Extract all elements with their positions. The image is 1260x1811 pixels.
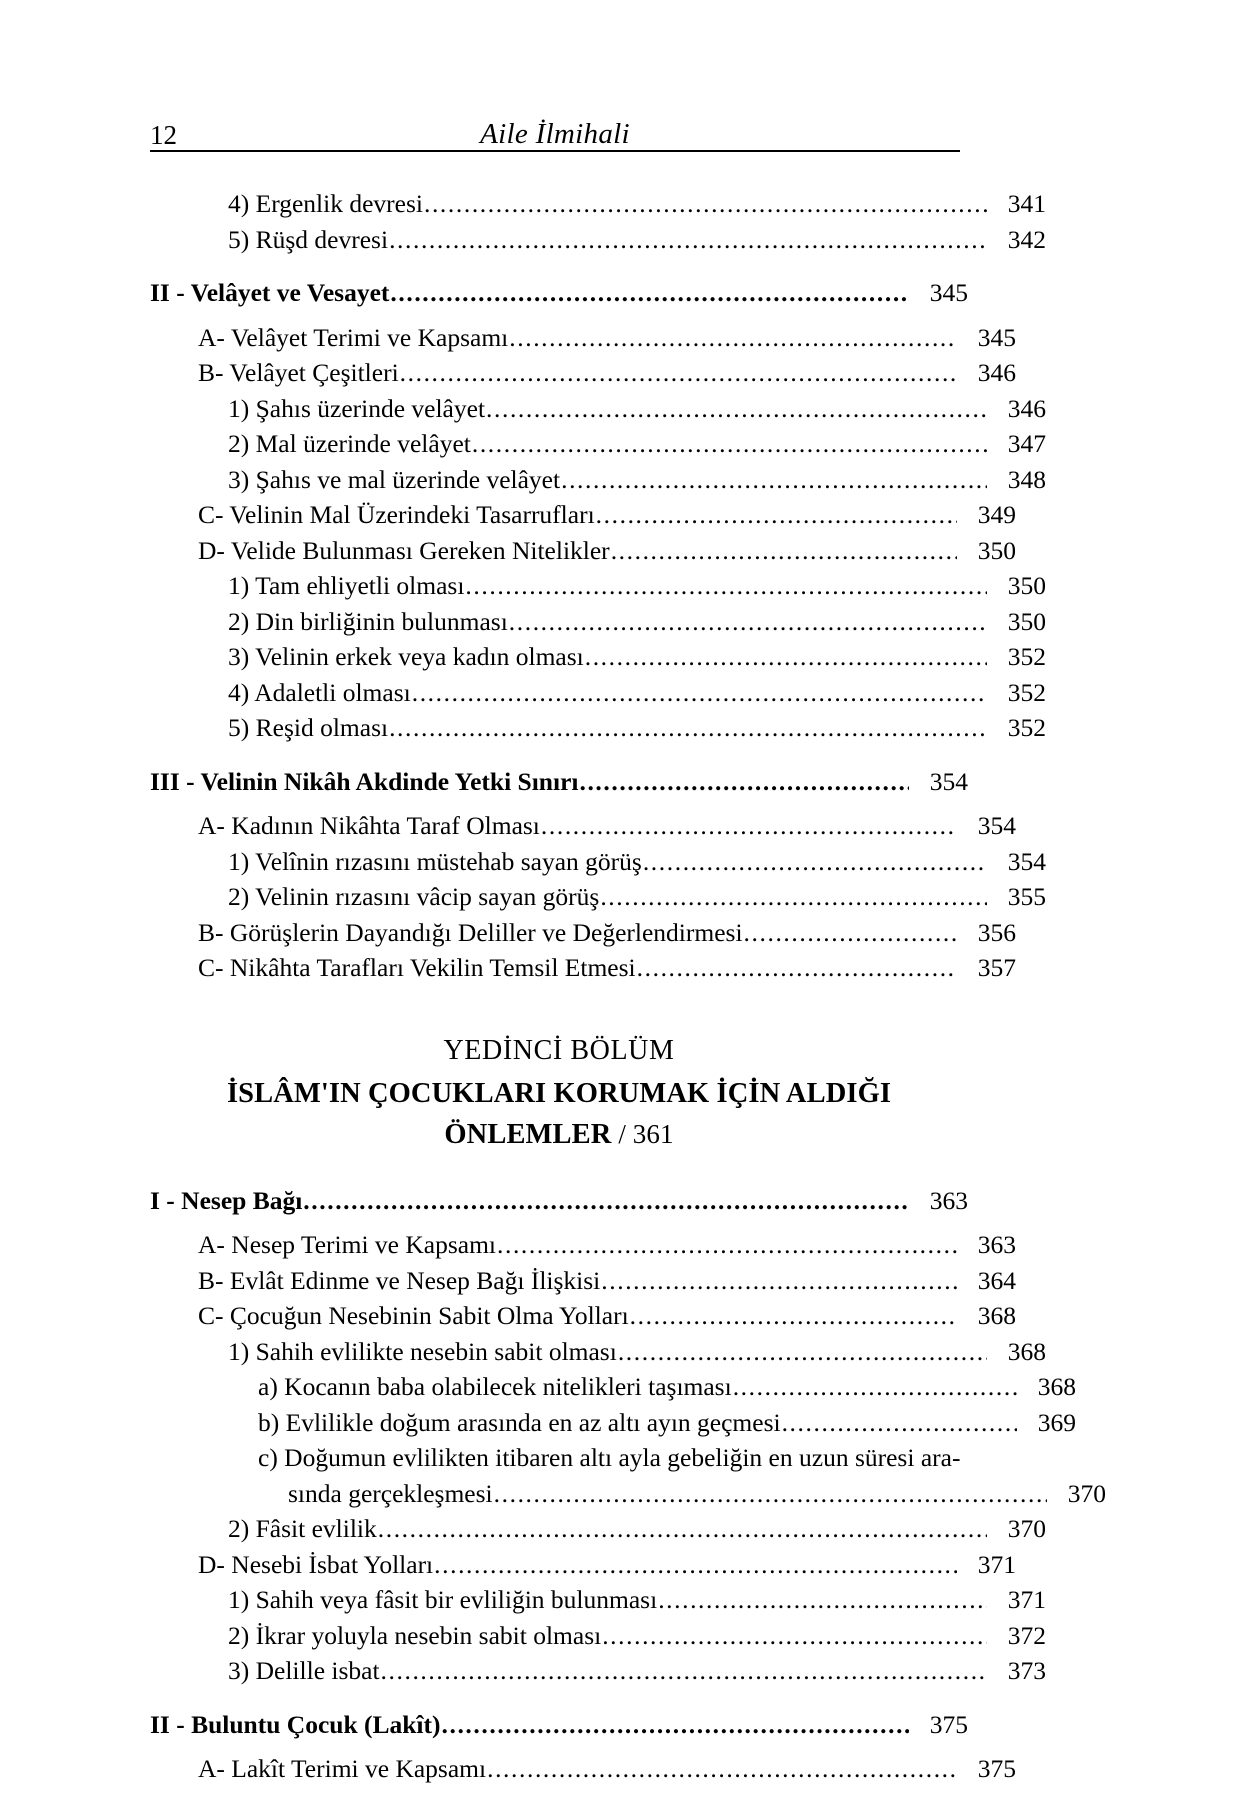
toc-entry-page: 370 xyxy=(1067,1478,1106,1508)
toc-entry[interactable] xyxy=(150,426,1046,462)
toc-entry-label: 2) Mal üzerinde velâyet xyxy=(228,429,471,458)
toc-entry-label: 2) Velinin rızasını vâcip sayan görüş xyxy=(228,882,600,911)
toc-entry[interactable] xyxy=(150,355,1016,391)
table-of-contents xyxy=(150,186,1106,1787)
toc-entry[interactable] xyxy=(150,604,1046,640)
toc-entry[interactable] xyxy=(150,950,1016,986)
toc-dot-leader xyxy=(378,1511,987,1547)
toc-entry[interactable] xyxy=(150,1476,1106,1512)
toc-entry-label: 1) Sahih veya fâsit bir evliliğin bulunması xyxy=(228,1585,658,1614)
toc-entry-label: 1) Tam ehliyetli olması xyxy=(228,571,465,600)
toc-entry-page: 368 xyxy=(977,1301,1016,1330)
page-folio: 12 xyxy=(150,120,177,150)
toc-entry-page: 368 xyxy=(1037,1372,1076,1401)
toc-entry[interactable] xyxy=(150,391,1046,427)
toc-entry[interactable] xyxy=(150,1618,1046,1654)
toc-entry-label: B- Evlât Edinme ve Nesep Bağı İlişkisi xyxy=(198,1265,601,1295)
toc-entry-label: II - Velâyet ve Vesayet xyxy=(150,278,390,307)
toc-entry[interactable] xyxy=(150,533,1016,569)
toc-entry[interactable] xyxy=(150,1547,1016,1583)
toc-entry-label: b) Evlilikle doğum arasında en az altı ayın geçmesi xyxy=(258,1407,781,1437)
toc-entry[interactable] xyxy=(150,675,1046,711)
toc-dot-leader xyxy=(412,675,987,711)
toc-entry-label: A- Velâyet Terimi ve Kapsamı xyxy=(198,322,509,352)
toc-entry-label: 5) Rüşd devresi xyxy=(228,224,389,254)
toc-dot-leader xyxy=(630,1298,957,1334)
toc-entry-label: III - Velinin Nikâh Akdinde Yetki Sınırı xyxy=(150,766,579,796)
toc-entry[interactable] xyxy=(150,1440,1076,1476)
toc-entry-label: C- Çocuğun Nesebinin Sabit Olma Yolları xyxy=(198,1301,629,1330)
toc-entry[interactable] xyxy=(150,844,1046,880)
toc-entry[interactable] xyxy=(150,1405,1076,1441)
toc-entry-page: 348 xyxy=(1007,464,1046,494)
chapter-title-text: İSLÂM'IN ÇOCUKLARI KORUMAK İÇİN ALDIĞI ÖNLEMLER xyxy=(226,1077,892,1150)
toc-entry-label: A- Lakît Terimi ve Kapsamı xyxy=(198,1754,487,1783)
toc-entry[interactable] xyxy=(150,1263,1016,1299)
toc-entry-page: 352 xyxy=(1007,677,1046,707)
toc-dot-leader xyxy=(744,915,957,951)
toc-dot-leader xyxy=(579,764,909,800)
toc-dot-leader xyxy=(585,639,987,675)
toc-entry-page: 375 xyxy=(977,1754,1016,1783)
toc-entry-label: 1) Velînin rızasını müstehab sayan görüş xyxy=(228,846,642,876)
toc-entry[interactable] xyxy=(150,710,1046,746)
toc-entry-page: 347 xyxy=(1007,429,1046,458)
toc-entry-label: c) Doğumun evlilikten itibaren altı ayla gebeliğin en uzun süresi ara- xyxy=(258,1443,961,1472)
toc-entry-label: 3) Velinin erkek veya kadın olması xyxy=(228,642,584,671)
header-rule xyxy=(150,150,960,152)
toc-entry-label: C- Velinin Mal Üzerindeki Tasarrufları xyxy=(198,500,595,529)
toc-entry[interactable] xyxy=(150,1582,1046,1618)
toc-dot-leader xyxy=(600,879,987,915)
toc-entry-page: 355 xyxy=(1007,882,1046,911)
toc-entry-page: 350 xyxy=(1007,571,1046,600)
toc-entry-page: 356 xyxy=(977,917,1016,947)
toc-entry[interactable] xyxy=(150,808,1016,844)
toc-entry-page: 350 xyxy=(1007,606,1046,636)
toc-dot-leader xyxy=(434,1547,957,1583)
toc-dot-leader xyxy=(643,844,987,880)
toc-dot-leader xyxy=(390,275,909,311)
toc-section-bottom xyxy=(150,1183,1106,1787)
toc-dot-leader xyxy=(494,1476,1047,1512)
toc-entry-page: 373 xyxy=(1007,1656,1046,1685)
toc-dot-leader xyxy=(541,808,957,844)
toc-entry-page: 354 xyxy=(1007,846,1046,876)
toc-dot-leader xyxy=(424,186,987,222)
toc-entry-page: 368 xyxy=(1007,1336,1046,1366)
toc-entry-label: 2) Fâsit evlilik xyxy=(228,1514,377,1543)
toc-dot-leader xyxy=(658,1582,987,1618)
toc-entry[interactable] xyxy=(150,1298,1016,1334)
toc-dot-leader xyxy=(509,320,957,356)
toc-entry-page: 352 xyxy=(1007,713,1046,742)
toc-entry-page: 363 xyxy=(929,1185,968,1215)
toc-entry-label: B- Görüşlerin Dayandığı Deliller ve Değerlendirmesi xyxy=(198,917,743,947)
toc-entry-label: 4) Adaletli olması xyxy=(228,677,411,707)
book-title: Aile İlmihali xyxy=(480,118,630,150)
toc-dot-leader xyxy=(602,1618,987,1654)
toc-entry[interactable] xyxy=(150,1511,1046,1547)
toc-entry[interactable] xyxy=(150,186,1046,222)
toc-entry-label: D- Nesebi İsbat Yolları xyxy=(198,1549,434,1579)
chapter-start-page: 361 xyxy=(632,1118,674,1149)
toc-entry[interactable] xyxy=(150,915,1016,951)
toc-entry-label: 2) İkrar yoluyla nesebin sabit olması xyxy=(228,1620,602,1650)
toc-entry[interactable] xyxy=(150,462,1046,498)
toc-dot-leader xyxy=(472,426,987,462)
toc-entry-label: A- Nesep Terimi ve Kapsamı xyxy=(198,1230,496,1259)
toc-section-top xyxy=(150,186,1046,986)
toc-dot-leader xyxy=(637,950,957,986)
toc-entry-page: 345 xyxy=(929,278,968,307)
toc-entry[interactable] xyxy=(150,275,968,311)
toc-entry[interactable] xyxy=(150,1751,1016,1787)
toc-entry[interactable] xyxy=(150,1369,1076,1405)
toc-entry-page: 363 xyxy=(977,1230,1016,1259)
toc-entry-page: 369 xyxy=(1037,1407,1076,1437)
toc-entry[interactable] xyxy=(150,1183,968,1219)
toc-entry-page: 346 xyxy=(977,358,1016,387)
toc-dot-leader xyxy=(611,533,957,569)
running-head xyxy=(150,108,960,152)
toc-dot-leader xyxy=(497,1227,957,1263)
toc-entry-label: 3) Şahıs ve mal üzerinde velâyet xyxy=(228,464,561,494)
toc-entry-page: 345 xyxy=(977,322,1016,352)
chapter-kicker: YEDİNCİ BÖLÜM xyxy=(443,1034,675,1066)
toc-entry-label: C- Nikâhta Tarafları Vekilin Temsil Etmesi xyxy=(198,953,636,982)
toc-dot-leader xyxy=(561,462,987,498)
toc-entry[interactable] xyxy=(150,1707,968,1743)
toc-dot-leader xyxy=(486,391,987,427)
toc-dot-leader xyxy=(389,222,987,258)
toc-entry-label: D- Velide Bulunması Gereken Nitelikler xyxy=(198,535,610,565)
toc-entry[interactable] xyxy=(150,639,1046,675)
toc-entry-page: 354 xyxy=(977,811,1016,840)
toc-entry-label: 3) Delille isbat xyxy=(228,1656,380,1685)
toc-entry-label: 4) Ergenlik devresi xyxy=(228,189,423,218)
toc-entry-page: 342 xyxy=(1007,224,1046,254)
toc-entry[interactable] xyxy=(150,879,1046,915)
toc-entry-page: 372 xyxy=(1007,1620,1046,1650)
toc-entry-label: 2) Din birliğinin bulunması xyxy=(228,606,508,636)
toc-entry-page: 364 xyxy=(977,1265,1016,1295)
chapter-title xyxy=(150,1074,968,1155)
toc-dot-leader xyxy=(303,1183,909,1219)
toc-entry-label: II - Buluntu Çocuk (Lakît) xyxy=(150,1709,441,1739)
toc-entry[interactable] xyxy=(150,1653,1046,1689)
toc-entry-page: 371 xyxy=(977,1549,1016,1579)
toc-dot-leader xyxy=(389,710,987,746)
toc-entry-page: 375 xyxy=(929,1709,968,1739)
chapter-heading-block xyxy=(150,1032,968,1155)
chapter-separator: / xyxy=(618,1118,626,1149)
toc-dot-leader xyxy=(381,1653,987,1689)
toc-entry-label: 5) Reşid olması xyxy=(228,713,389,742)
toc-dot-leader xyxy=(601,1263,957,1299)
toc-entry-page: 352 xyxy=(1007,642,1046,671)
toc-entry-page: 371 xyxy=(1007,1585,1046,1614)
toc-dot-leader xyxy=(733,1369,1017,1405)
toc-dot-leader xyxy=(596,497,957,533)
toc-entry-page: 350 xyxy=(977,535,1016,565)
toc-entry-page: 370 xyxy=(1007,1514,1046,1543)
toc-entry-label: a) Kocanın baba olabilecek nitelikleri taşıması xyxy=(258,1372,732,1401)
toc-entry-page: 357 xyxy=(977,953,1016,982)
toc-entry-label: sında gerçekleşmesi xyxy=(288,1478,493,1508)
toc-dot-leader xyxy=(400,355,957,391)
toc-entry[interactable] xyxy=(150,320,1016,356)
toc-dot-leader xyxy=(487,1751,957,1787)
toc-entry[interactable] xyxy=(150,222,1046,258)
toc-entry[interactable] xyxy=(150,1334,1046,1370)
toc-entry-page: 349 xyxy=(977,500,1016,529)
toc-dot-leader xyxy=(442,1707,910,1743)
toc-dot-leader xyxy=(465,568,987,604)
toc-entry-label: A- Kadının Nikâhta Taraf Olması xyxy=(198,811,540,840)
toc-entry-label: 1) Şahıs üzerinde velâyet xyxy=(228,393,486,423)
toc-entry[interactable] xyxy=(150,1227,1016,1263)
toc-dot-leader xyxy=(782,1405,1017,1441)
toc-entry-label: 1) Sahih evlilikte nesebin sabit olması xyxy=(228,1336,617,1366)
toc-entry[interactable] xyxy=(150,497,1016,533)
toc-entry-label: B- Velâyet Çeşitleri xyxy=(198,358,399,387)
toc-dot-leader xyxy=(509,604,987,640)
toc-entry-page: 346 xyxy=(1007,393,1046,423)
toc-entry-label: I - Nesep Bağı xyxy=(150,1185,303,1215)
toc-entry-page: 354 xyxy=(929,766,968,796)
toc-entry[interactable] xyxy=(150,568,1046,604)
toc-entry-page: 341 xyxy=(1007,189,1046,218)
toc-dot-leader xyxy=(618,1334,987,1370)
toc-entry[interactable] xyxy=(150,764,968,800)
